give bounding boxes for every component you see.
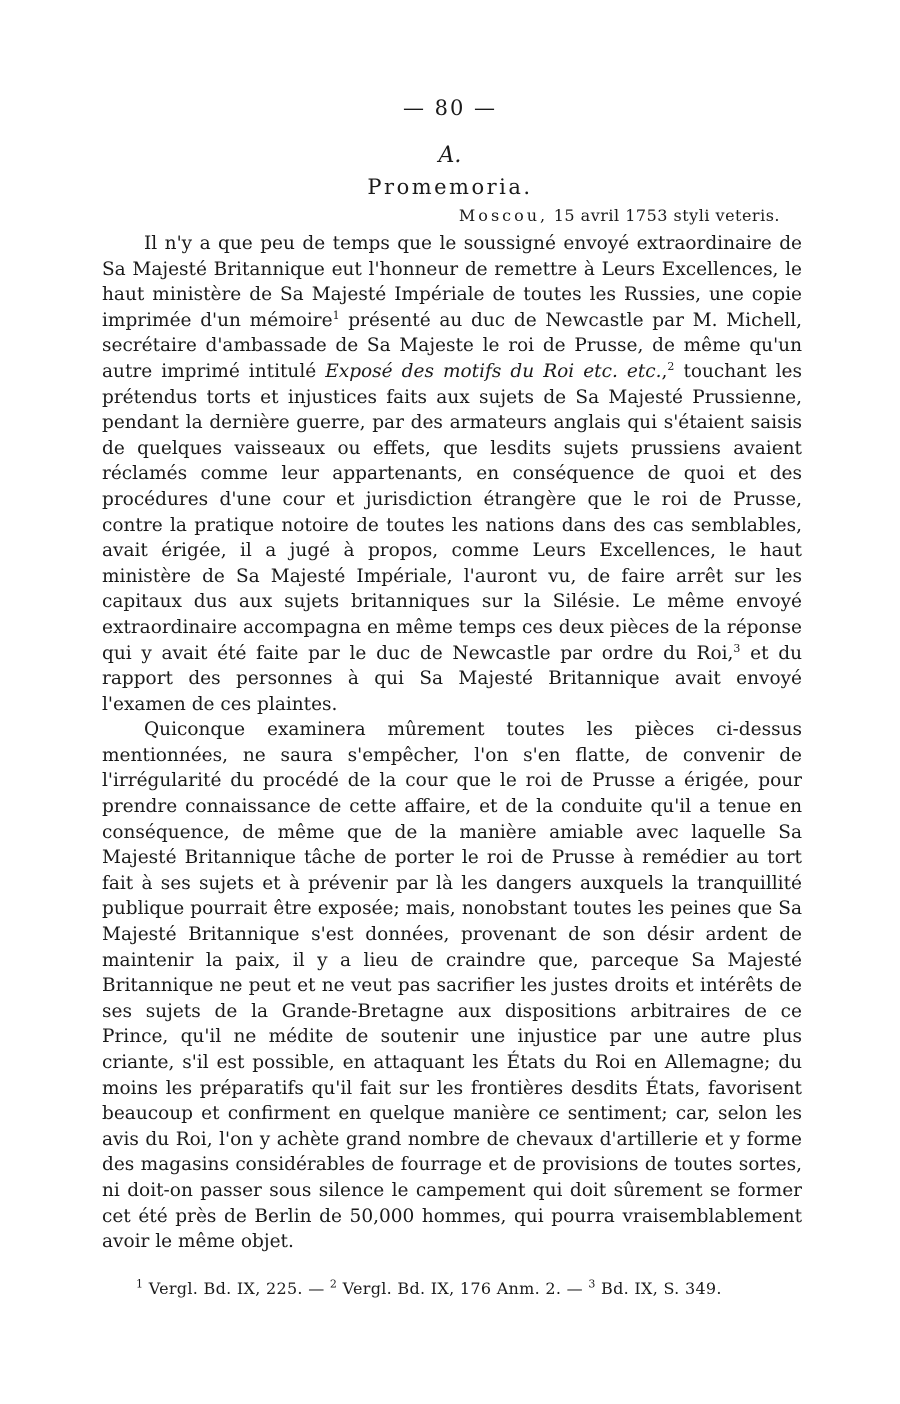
paragraph-2: Quiconque examinera mûrement toutes les pièces ci-dessus mentionnées, ne saura s'empêcher, l'on s'en flatte, de convenir de l'irrégularité du procédé de la cour que le roi de Prusse a érigée, pour prendre connaissance de cette affaire, et de la conduite qu'il a tenue en conséquence, de même que de la manière amiable avec laquelle Sa Majesté Britannique tâche de porter le roi de Prusse à remédier au tort fait à ses sujets et à prévenir par là les dangers auxquels la tranquillité publique pourrait être exposée; mais, nonobstant toutes les peines que Sa Majesté Britannique s'est données, provenant de son désir ardent de maintenir la paix, il y a lieu de craindre que, parceque Sa Majesté Britannique ne peut et ne veut pas sacrifier les justes droits et intérêts de ses sujets de la Grande-Bretagne aux dispositions arbitraires de ce Prince, qu'il ne médite de soutenir une injustice par une autre plus criante, s'il est possible, en attaquant les États du Roi en Allemagne; du moins les préparatifs qu'il fait sur les frontières desdits États, favorisent beaucoup et confirment en quelque manière ce sentiment; car, selon les avis du Roi, l'on y achète grand nombre de chevaux d'artillerie et y forme des magasins considérables de fourrage et de provisions de toutes sortes, ni doit-on passer sous silence le campement qui doit sûrement se former cet été près de Berlin de 50,000 hommes, qui pourra vraisemblablement avoir le même objet. xyxy=(102,719,802,1253)
paragraph-1-text-d: touchant les prétendus torts et injustices faits aux sujets de Sa Majesté Prussienne, pendant la dernière guerre, par des armateurs anglais qui s'étaient saisis de quelques vaisseaux ou effets, que lesdits sujets prussiens avaient réclamés comme leur appartenants, en conséquence de quoi et des procédures d'une cour et jurisdiction étrangère que le roi de Prusse, contre la pratique notoire de toutes les nations dans des cas semblables, avait érigée, il a jugé à propos, comme Leurs Excellences, le haut ministère de Sa Majesté Impériale, l'auront vu, de faire arrêt sur les capitaux dus aux sujets britanniques sur la Silésie. Le même envoyé extraordinaire accompagna en même temps ces deux pièces de la réponse qui y avait été faite par le duc de Newcastle par ordre du Roi, xyxy=(102,360,802,664)
footnote-3-text: Bd. IX, S. 349. xyxy=(595,1279,722,1298)
footnote-1-mark: 1 xyxy=(136,1277,144,1291)
footnote-1-text: Vergl. Bd. IX, 225. — xyxy=(143,1279,330,1298)
footnote-2-mark: 2 xyxy=(329,1277,338,1291)
footnote-ref-3: 3 xyxy=(733,641,741,655)
footnote-3-mark: 3 xyxy=(588,1277,596,1291)
document-title: Promemoria. xyxy=(367,175,533,199)
paragraph-1-text-b: présenté au duc de Newcastle par M. Michell, secrétaire d'ambassade de Sa Majeste le roi de Prusse, de même qu'un autre imprimé intitulé xyxy=(102,309,803,382)
paragraph-1-text-a: Il n'y a que peu de temps que le soussigné envoyé extraordinaire de Sa Majesté Britannique eut l'honneur de remettre à Leurs Excellences, le haut ministère de Sa Majesté Impériale de toutes les Russies, une copie imprimée d'un mémoire xyxy=(102,233,802,331)
paragraph-1-italic-title: Exposé des motifs du Roi etc. etc. xyxy=(325,360,662,382)
dateline-place: Moscou, xyxy=(458,206,549,225)
footnote-ref-1: 1 xyxy=(332,308,340,322)
footnote-2-text: Vergl. Bd. IX, 176 Anm. 2. — xyxy=(337,1279,589,1298)
paragraph-1-text-e: et du rapport des personnes à qui Sa Majesté Britannique avait envoyé l'examen de ces plaintes. xyxy=(102,642,802,715)
section-letter: A. xyxy=(438,143,462,168)
dateline-date: 15 avril 1753 styli veteris. xyxy=(548,206,780,225)
paragraph-1 xyxy=(102,231,802,717)
dateline xyxy=(459,206,780,225)
footnote-ref-2: 2 xyxy=(667,359,675,373)
page-number: — 80 — xyxy=(402,96,498,120)
paragraph-1-text-c: , xyxy=(661,360,668,382)
footnotes xyxy=(136,1279,836,1298)
body-text xyxy=(102,231,802,1255)
